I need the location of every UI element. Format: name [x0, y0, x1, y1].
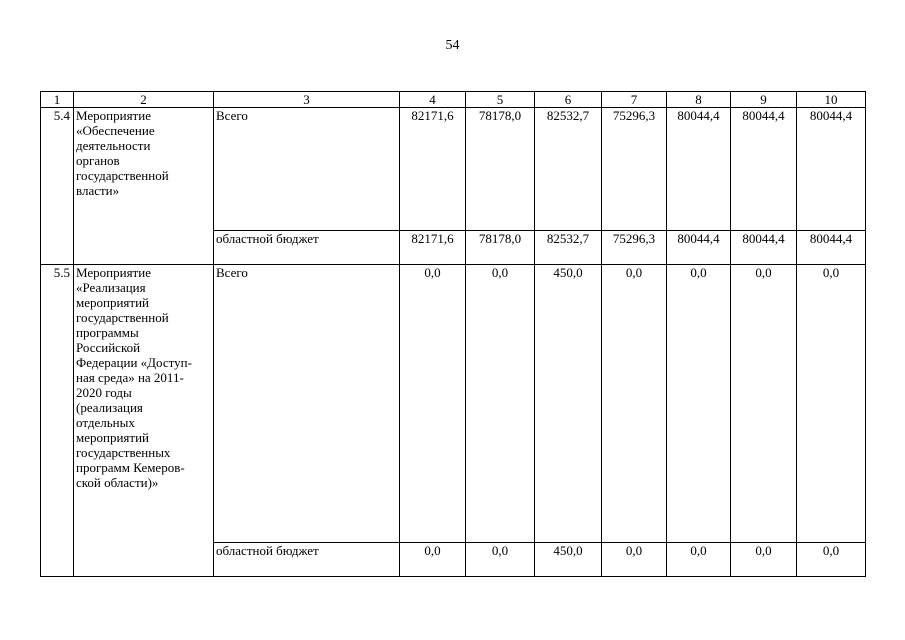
value-cell: 0,0: [667, 265, 731, 543]
value-cell: 0,0: [602, 265, 667, 543]
row-index: 5.5: [41, 265, 74, 577]
row-index: 5.4: [41, 108, 74, 265]
page-number: 54: [445, 38, 460, 53]
value-cell: 82171,6: [400, 108, 466, 231]
measure-name: Мероприятие «Реализация мероприятий государственной программы Российской Федерации «Доступ- ная среда» на 2011- 2020 годы (реализация отдельных мероприятий государственных программ Кемеров- ской области)»: [74, 265, 214, 577]
column-header: 9: [731, 92, 797, 108]
table-row: [41, 108, 866, 231]
measure-name: Мероприятие «Обеспечение деятельности органов государственной власти»: [74, 108, 214, 265]
value-cell: 78178,0: [466, 231, 535, 265]
funding-source: Всего: [214, 265, 400, 543]
value-cell: 82171,6: [400, 231, 466, 265]
value-cell: 0,0: [400, 543, 466, 577]
funding-source: областной бюджет: [214, 231, 400, 265]
column-header: 3: [214, 92, 400, 108]
column-header: 8: [667, 92, 731, 108]
value-cell: 75296,3: [602, 231, 667, 265]
budget-table: [40, 91, 866, 577]
value-cell: 0,0: [667, 543, 731, 577]
value-cell: 80044,4: [731, 108, 797, 231]
column-header: 7: [602, 92, 667, 108]
value-cell: 80044,4: [667, 108, 731, 231]
column-header: 6: [535, 92, 602, 108]
value-cell: 0,0: [466, 265, 535, 543]
column-header: 1: [41, 92, 74, 108]
value-cell: 80044,4: [731, 231, 797, 265]
column-header: 2: [74, 92, 214, 108]
value-cell: 0,0: [731, 543, 797, 577]
column-header: 5: [466, 92, 535, 108]
value-cell: 450,0: [535, 543, 602, 577]
value-cell: 82532,7: [535, 231, 602, 265]
table-header-row: [41, 92, 866, 108]
value-cell: 450,0: [535, 265, 602, 543]
value-cell: 75296,3: [602, 108, 667, 231]
table-row: [41, 265, 866, 543]
column-header: 10: [797, 92, 866, 108]
value-cell: 0,0: [466, 543, 535, 577]
funding-source: областной бюджет: [214, 543, 400, 577]
value-cell: 80044,4: [667, 231, 731, 265]
funding-source: Всего: [214, 108, 400, 231]
value-cell: 0,0: [731, 265, 797, 543]
value-cell: 82532,7: [535, 108, 602, 231]
value-cell: 0,0: [797, 265, 866, 543]
value-cell: 0,0: [797, 543, 866, 577]
column-header: 4: [400, 92, 466, 108]
value-cell: 0,0: [602, 543, 667, 577]
value-cell: 0,0: [400, 265, 466, 543]
value-cell: 80044,4: [797, 231, 866, 265]
value-cell: 80044,4: [797, 108, 866, 231]
value-cell: 78178,0: [466, 108, 535, 231]
